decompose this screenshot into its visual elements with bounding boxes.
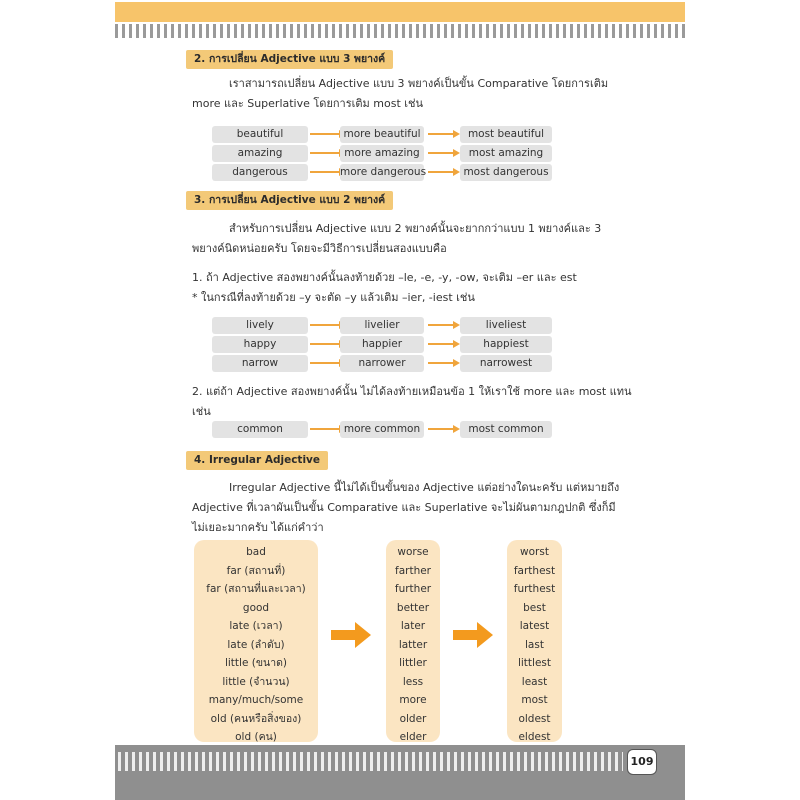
top-stripe-decoration (115, 24, 685, 38)
list-item: elder (399, 731, 427, 743)
arrow-right-icon (331, 622, 373, 648)
superlative-form-list (507, 540, 562, 747)
superlative-word: liveliest (460, 317, 552, 334)
list-item: old (คน) (235, 731, 277, 743)
rule-2-line-2: เช่น (192, 405, 211, 418)
superlative-word: narrowest (460, 355, 552, 372)
base-word: narrow (212, 355, 308, 372)
comparative-word: livelier (340, 317, 424, 334)
list-item: littlest (517, 657, 552, 669)
arrow-icon (428, 164, 460, 181)
arrow-icon (428, 145, 460, 162)
list-item: bad (246, 546, 266, 558)
list-item: later (400, 620, 426, 632)
comparative-form-box (386, 540, 440, 742)
list-item: far (สถานที่) (226, 564, 286, 577)
comparative-word: more common (340, 421, 424, 438)
list-item: farther (395, 564, 431, 577)
base-word: dangerous (212, 164, 308, 181)
list-item: oldest (518, 712, 551, 725)
list-item: far (สถานที่และเวลา) (206, 583, 306, 595)
list-item: worst (520, 546, 549, 558)
rule-1-line-2: * ในกรณีที่ลงท้ายด้วย –y จะตัด –y แล้วเติม –ier, -iest เช่น (192, 291, 475, 304)
base-word: amazing (212, 145, 308, 162)
base-word: beautiful (212, 126, 308, 143)
list-item: worse (397, 546, 429, 558)
list-item: less (402, 675, 424, 688)
section-2-line-1: เราสามารถเปลี่ยน Adjective แบบ 3 พยางค์เป็นขั้น Comparative โดยการเติม (229, 77, 609, 90)
section-4-line-3: ไม่เยอะมากครับ ได้แก่คำว่า (192, 521, 324, 534)
superlative-word: most amazing (460, 145, 552, 162)
arrow-icon (428, 126, 460, 143)
base-form-box (194, 540, 318, 742)
list-item: littler (399, 657, 427, 669)
comparative-word: happier (340, 336, 424, 353)
base-word: happy (212, 336, 308, 353)
base-word: common (212, 421, 308, 438)
base-word: lively (212, 317, 308, 334)
list-item: latest (519, 620, 550, 632)
list-item: late (ลำดับ) (227, 638, 285, 651)
superlative-word: most common (460, 421, 552, 438)
list-item: farthest (513, 564, 556, 577)
section-4-heading: 4. Irregular Adjective (186, 451, 328, 470)
list-item: least (521, 675, 548, 688)
superlative-word: most beautiful (460, 126, 552, 143)
list-item: best (523, 601, 546, 614)
section-3-heading: 3. การเปลี่ยน Adjective แบบ 2 พยางค์ (186, 191, 393, 210)
arrow-icon (428, 421, 460, 438)
superlative-form-box (507, 540, 562, 742)
section-2-heading: 2. การเปลี่ยน Adjective แบบ 3 พยางค์ (186, 50, 393, 69)
section-3-line-1: สำหรับการเปลี่ยน Adjective แบบ 2 พยางค์นั้นจะยากกว่าแบบ 1 พยางค์และ 3 (229, 222, 602, 235)
rule-2-line-1: 2. แต่ถ้า Adjective สองพยางค์นั้น ไม่ได้ลงท้ายเหมือนข้อ 1 ให้เราใช้ more และ most แทน (192, 385, 632, 398)
list-item: better (396, 601, 430, 614)
list-item: good (242, 601, 270, 614)
comparative-word: more dangerous (340, 164, 424, 181)
comparative-word: more amazing (340, 145, 424, 162)
list-item: many/much/some (208, 694, 304, 706)
arrow-icon (428, 336, 460, 353)
superlative-word: happiest (460, 336, 552, 353)
top-header-band (115, 2, 685, 22)
list-item: latter (398, 638, 428, 651)
list-item: old (คนหรือสิ่งของ) (210, 712, 302, 725)
section-4-line-1: Irregular Adjective นี้ไม่ได้เป็นขั้นของ Adjective แต่อย่างใดนะครับ แต่หมายถึง (229, 481, 620, 494)
list-item: last (525, 638, 544, 651)
comparative-word: more beautiful (340, 126, 424, 143)
arrow-icon (428, 355, 460, 372)
list-item: eldest (518, 731, 551, 743)
bottom-stripe-decoration (118, 752, 623, 771)
section-2-line-2: more และ Superlative โดยการเติม most เช่น (192, 97, 424, 110)
comparative-form-list (386, 540, 440, 747)
list-item: little (จำนวน) (222, 675, 290, 688)
list-item: furthest (513, 583, 556, 595)
arrow-icon (428, 317, 460, 334)
list-item: older (399, 712, 427, 725)
list-item: most (521, 694, 548, 706)
list-item: late (เวลา) (229, 620, 283, 632)
page-number: 109 (627, 749, 657, 775)
rule-1-line-1: 1. ถ้า Adjective สองพยางค์นั้นลงท้ายด้วย –le, -e, -y, -ow, จะเติม –er และ est (192, 271, 577, 284)
base-form-list (194, 540, 318, 747)
section-3-line-2: พยางค์นิดหน่อยครับ โดยจะมีวิธีการเปลี่ยนสองแบบคือ (192, 242, 447, 255)
comparative-word: narrower (340, 355, 424, 372)
list-item: more (399, 694, 427, 706)
list-item: further (394, 583, 432, 595)
section-4-line-2: Adjective ที่เวลาผันเป็นขั้น Comparative และ Superlative จะไม่ผันตามกฎปกติ ซึ่งก็มี (192, 501, 616, 514)
superlative-word: most dangerous (460, 164, 552, 181)
arrow-right-icon (453, 622, 495, 648)
list-item: little (ขนาด) (224, 657, 288, 669)
